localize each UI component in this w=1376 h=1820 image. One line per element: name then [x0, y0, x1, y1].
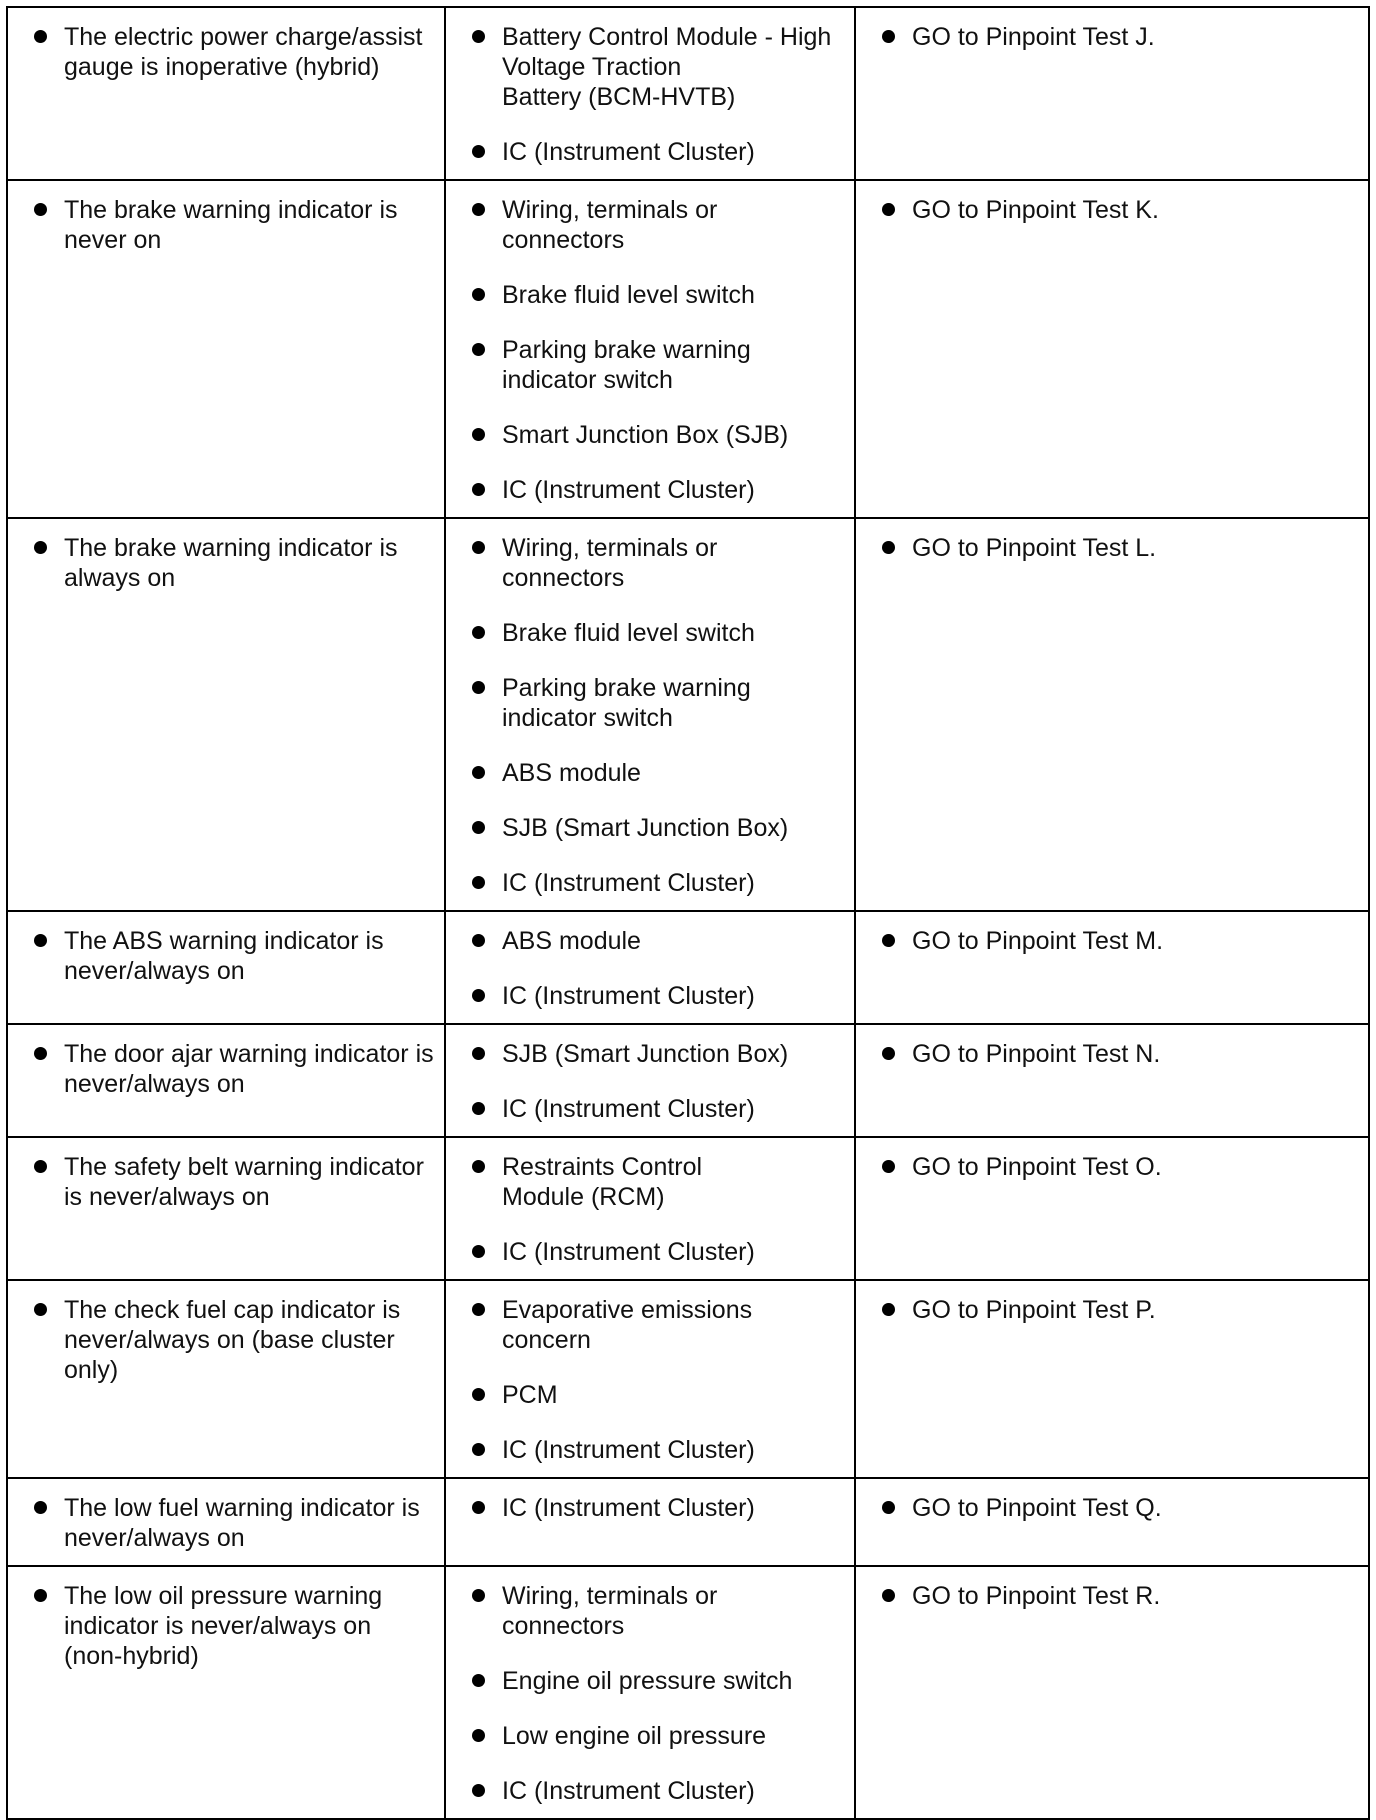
source-item-text: IC (Instrument Cluster) [502, 1436, 755, 1464]
condition-item [30, 1295, 434, 1385]
condition-item-text: The low oil pressure warning indicator is never/always on (non-hybrid) [64, 1582, 383, 1670]
source-item [468, 195, 844, 255]
bullet-icon [472, 1388, 485, 1401]
action-item [878, 1152, 1358, 1182]
possible-sources-cell [445, 1280, 855, 1478]
bullet-icon [882, 1501, 895, 1514]
action-item-text: GO to Pinpoint Test R. [912, 1582, 1161, 1610]
source-item-text: Wiring, terminals or connectors [502, 196, 718, 254]
possible-sources-cell [445, 1137, 855, 1280]
condition-item-text: The safety belt warning indicator is never/always on [64, 1153, 424, 1211]
action-item [878, 1493, 1358, 1523]
condition-cell [7, 1137, 445, 1280]
bullet-icon [882, 1303, 895, 1316]
bullet-icon [472, 541, 485, 554]
bullet-icon [34, 1303, 47, 1316]
source-item [468, 1721, 844, 1751]
bullet-icon [472, 203, 485, 216]
source-item [468, 137, 844, 167]
bullet-icon [472, 1674, 485, 1687]
condition-cell [7, 1478, 445, 1566]
bullet-icon [34, 541, 47, 554]
source-item-text: Low engine oil pressure [502, 1722, 767, 1750]
source-item-text: IC (Instrument Cluster) [502, 1238, 755, 1266]
bullet-icon [472, 989, 485, 1002]
source-item-text: IC (Instrument Cluster) [502, 1777, 755, 1805]
symptom-chart-table [6, 6, 1370, 1820]
action-cell [855, 911, 1369, 1024]
condition-cell [7, 1024, 445, 1137]
action-item [878, 195, 1358, 225]
source-item [468, 420, 844, 450]
table-row [7, 1478, 1369, 1566]
source-item-text: PCM [502, 1381, 558, 1409]
bullet-icon [882, 1160, 895, 1173]
bullet-icon [34, 30, 47, 43]
condition-list [30, 926, 434, 986]
source-item [468, 1039, 844, 1069]
condition-item-text: The check fuel cap indicator is never/always on (base cluster only) [64, 1296, 401, 1384]
possible-sources-cell [445, 518, 855, 911]
source-item-text: Smart Junction Box (SJB) [502, 421, 789, 449]
bullet-icon [472, 626, 485, 639]
bullet-icon [472, 288, 485, 301]
bullet-icon [882, 541, 895, 554]
bullet-icon [882, 934, 895, 947]
source-item [468, 1581, 844, 1641]
possible-sources-cell [445, 180, 855, 518]
condition-item-text: The brake warning indicator is always on [64, 534, 398, 592]
action-cell [855, 518, 1369, 911]
action-list [878, 22, 1358, 52]
possible-sources-cell [445, 1566, 855, 1819]
source-item [468, 1493, 844, 1523]
possible-sources-list [468, 1152, 844, 1267]
source-item [468, 868, 844, 898]
bullet-icon [472, 1784, 485, 1797]
source-item [468, 1295, 844, 1355]
action-cell [855, 180, 1369, 518]
condition-list [30, 1295, 434, 1385]
possible-sources-cell [445, 7, 855, 180]
bullet-icon [472, 934, 485, 947]
bullet-icon [472, 1501, 485, 1514]
symptom-chart-body [7, 7, 1369, 1819]
action-cell [855, 1478, 1369, 1566]
bullet-icon [34, 203, 47, 216]
condition-item-text: The door ajar warning indicator is never/always on [64, 1040, 434, 1098]
bullet-icon [472, 483, 485, 496]
bullet-icon [472, 876, 485, 889]
possible-sources-cell [445, 911, 855, 1024]
condition-item [30, 1152, 434, 1212]
source-item-text: Parking brake warning indicator switch [502, 674, 751, 732]
source-item-text: ABS module [502, 927, 641, 955]
possible-sources-list [468, 1295, 844, 1465]
source-item [468, 533, 844, 593]
table-row [7, 1566, 1369, 1819]
condition-list [30, 22, 434, 82]
action-item [878, 926, 1358, 956]
action-list [878, 1493, 1358, 1523]
bullet-icon [472, 1729, 485, 1742]
source-item [468, 1152, 844, 1212]
possible-sources-list [468, 195, 844, 505]
bullet-icon [882, 1047, 895, 1060]
table-row [7, 911, 1369, 1024]
condition-list [30, 1493, 434, 1553]
possible-sources-cell [445, 1024, 855, 1137]
bullet-icon [472, 821, 485, 834]
source-item-text: SJB (Smart Junction Box) [502, 1040, 789, 1068]
bullet-icon [882, 30, 895, 43]
source-item [468, 1380, 844, 1410]
source-item-text: Brake fluid level switch [502, 281, 755, 309]
condition-item-text: The ABS warning indicator is never/always on [64, 927, 384, 985]
bullet-icon [34, 1160, 47, 1173]
source-item-text: IC (Instrument Cluster) [502, 476, 755, 504]
condition-item [30, 1581, 434, 1671]
source-item [468, 1435, 844, 1465]
action-item-text: GO to Pinpoint Test P. [912, 1296, 1156, 1324]
source-item-text: Wiring, terminals or connectors [502, 1582, 718, 1640]
action-item-text: GO to Pinpoint Test N. [912, 1040, 1161, 1068]
source-item [468, 813, 844, 843]
action-cell [855, 1024, 1369, 1137]
action-item-text: GO to Pinpoint Test L. [912, 534, 1157, 562]
bullet-icon [472, 1443, 485, 1456]
source-item-text: ABS module [502, 759, 641, 787]
possible-sources-list [468, 22, 844, 167]
table-row [7, 518, 1369, 911]
source-item [468, 475, 844, 505]
condition-item-text: The electric power charge/assist gauge is inoperative (hybrid) [64, 23, 423, 81]
possible-sources-cell [445, 1478, 855, 1566]
condition-cell [7, 7, 445, 180]
bullet-icon [472, 428, 485, 441]
source-item-text: IC (Instrument Cluster) [502, 1095, 755, 1123]
condition-item-text: The low fuel warning indicator is never/always on [64, 1494, 420, 1552]
bullet-icon [34, 934, 47, 947]
table-row [7, 1137, 1369, 1280]
action-item [878, 22, 1358, 52]
source-item-text: Brake fluid level switch [502, 619, 755, 647]
condition-item [30, 1039, 434, 1099]
condition-cell [7, 518, 445, 911]
action-list [878, 1152, 1358, 1182]
action-list [878, 926, 1358, 956]
bullet-icon [472, 1160, 485, 1173]
source-item-text: Battery Control Module - High Voltage Traction Battery (BCM-HVTB) [502, 23, 832, 111]
action-cell [855, 7, 1369, 180]
condition-cell [7, 1280, 445, 1478]
condition-item [30, 22, 434, 82]
table-row [7, 1280, 1369, 1478]
source-item-text: Parking brake warning indicator switch [502, 336, 751, 394]
possible-sources-list [468, 926, 844, 1011]
condition-cell [7, 1566, 445, 1819]
action-item [878, 533, 1358, 563]
possible-sources-list [468, 1581, 844, 1806]
action-list [878, 1295, 1358, 1325]
action-cell [855, 1280, 1369, 1478]
bullet-icon [34, 1501, 47, 1514]
source-item-text: Evaporative emissions concern [502, 1296, 753, 1354]
bullet-icon [472, 1589, 485, 1602]
condition-item-text: The brake warning indicator is never on [64, 196, 398, 254]
source-item [468, 335, 844, 395]
condition-list [30, 1152, 434, 1212]
table-row [7, 1024, 1369, 1137]
source-item-text: IC (Instrument Cluster) [502, 982, 755, 1010]
source-item-text: SJB (Smart Junction Box) [502, 814, 789, 842]
possible-sources-list [468, 1039, 844, 1124]
bullet-icon [472, 1047, 485, 1060]
source-item [468, 280, 844, 310]
bullet-icon [34, 1047, 47, 1060]
condition-item [30, 1493, 434, 1553]
condition-item [30, 926, 434, 986]
source-item [468, 1094, 844, 1124]
source-item [468, 22, 844, 112]
bullet-icon [34, 1589, 47, 1602]
condition-item [30, 533, 434, 593]
bullet-icon [472, 681, 485, 694]
bullet-icon [472, 1303, 485, 1316]
action-item [878, 1039, 1358, 1069]
action-cell [855, 1566, 1369, 1819]
source-item [468, 1666, 844, 1696]
action-list [878, 195, 1358, 225]
action-item [878, 1581, 1358, 1611]
condition-cell [7, 180, 445, 518]
source-item-text: Wiring, terminals or connectors [502, 534, 718, 592]
action-item-text: GO to Pinpoint Test M. [912, 927, 1164, 955]
action-item [878, 1295, 1358, 1325]
source-item-text: IC (Instrument Cluster) [502, 138, 755, 166]
condition-list [30, 533, 434, 593]
source-item-text: Restraints Control Module (RCM) [502, 1153, 703, 1211]
action-list [878, 1581, 1358, 1611]
action-item-text: GO to Pinpoint Test Q. [912, 1494, 1162, 1522]
action-list [878, 1039, 1358, 1069]
condition-item [30, 195, 434, 255]
action-item-text: GO to Pinpoint Test K. [912, 196, 1159, 224]
bullet-icon [472, 30, 485, 43]
bullet-icon [882, 203, 895, 216]
bullet-icon [472, 343, 485, 356]
bullet-icon [472, 1245, 485, 1258]
possible-sources-list [468, 1493, 844, 1523]
source-item-text: Engine oil pressure switch [502, 1667, 793, 1695]
possible-sources-list [468, 533, 844, 898]
source-item [468, 618, 844, 648]
action-list [878, 533, 1358, 563]
table-row [7, 180, 1369, 518]
source-item [468, 981, 844, 1011]
source-item [468, 926, 844, 956]
bullet-icon [882, 1589, 895, 1602]
source-item [468, 1776, 844, 1806]
condition-cell [7, 911, 445, 1024]
source-item-text: IC (Instrument Cluster) [502, 1494, 755, 1522]
source-item [468, 758, 844, 788]
bullet-icon [472, 145, 485, 158]
action-cell [855, 1137, 1369, 1280]
source-item [468, 1237, 844, 1267]
action-item-text: GO to Pinpoint Test O. [912, 1153, 1162, 1181]
condition-list [30, 195, 434, 255]
table-row [7, 7, 1369, 180]
action-item-text: GO to Pinpoint Test J. [912, 23, 1155, 51]
bullet-icon [472, 1102, 485, 1115]
condition-list [30, 1581, 434, 1671]
source-item [468, 673, 844, 733]
bullet-icon [472, 766, 485, 779]
condition-list [30, 1039, 434, 1099]
source-item-text: IC (Instrument Cluster) [502, 869, 755, 897]
